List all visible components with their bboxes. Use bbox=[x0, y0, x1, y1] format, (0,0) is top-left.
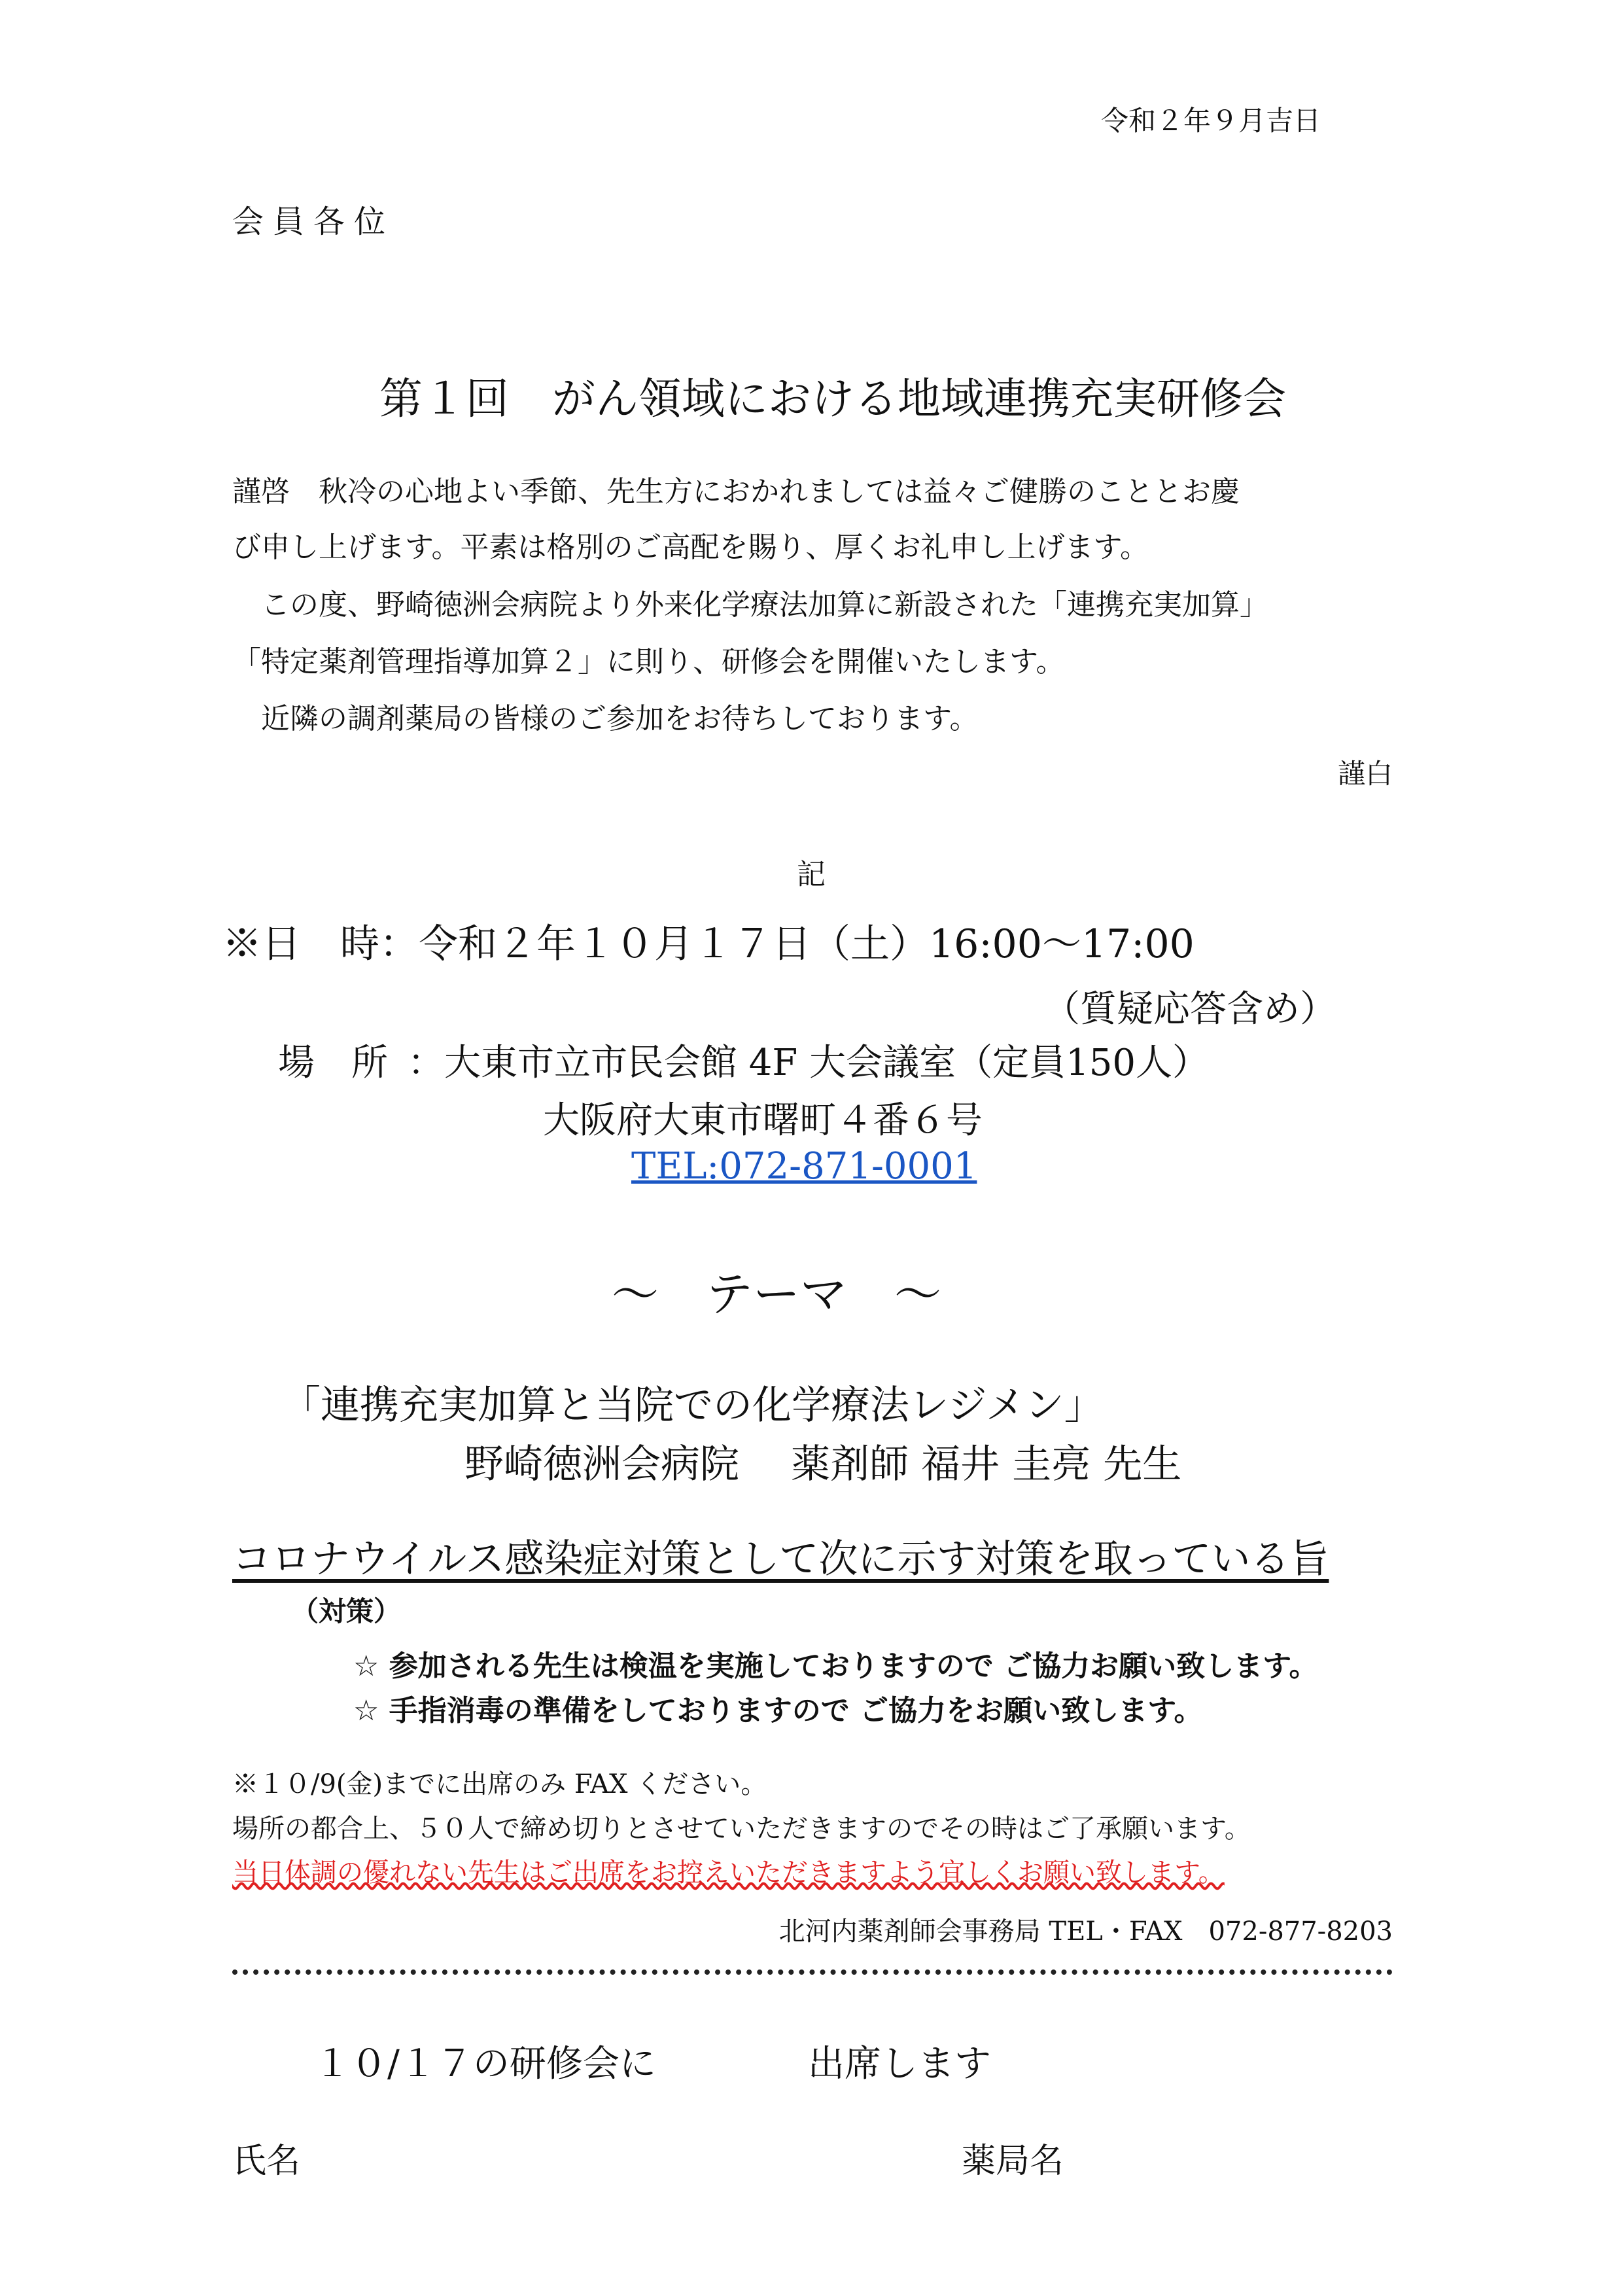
speaker: 野崎徳洲会病院 薬剤師 福井 圭亮 先生 bbox=[464, 1441, 1182, 1487]
reply-event: １０/１７の研修会に bbox=[314, 2043, 656, 2085]
datetime-note: （質疑応答含め） bbox=[1043, 988, 1336, 1031]
name-field-label: 氏名 bbox=[232, 2142, 301, 2181]
issue-date: 令和２年９月吉日 bbox=[1101, 105, 1321, 137]
place-separator: ： bbox=[408, 1042, 444, 1084]
body-line-5: 近隣の調剤薬局の皆様のご参加をお待ちしております。 bbox=[232, 702, 979, 735]
ki-marker: 記 bbox=[797, 858, 826, 891]
tel-link[interactable]: TEL:072-871-0001 bbox=[631, 1145, 977, 1188]
fax-deadline-note: ※１０/9(金)までに出席のみ FAX ください。 bbox=[232, 1769, 767, 1799]
place-row bbox=[278, 1034, 1209, 1086]
place-label: 場 所 bbox=[278, 1042, 388, 1084]
datetime-label: ※日 時： bbox=[222, 921, 419, 967]
measure-item-disinfection: ☆ 手指消毒の準備をしておりますので ご協力をお願い致します。 bbox=[353, 1694, 1203, 1727]
datetime-row bbox=[222, 913, 1195, 969]
corona-heading: コロナウイルス感染症対策として次に示す対策を取っている旨 bbox=[232, 1536, 1329, 1582]
closing-remark: 謹白 bbox=[1337, 758, 1393, 790]
capacity-note: 場所の都合上、５０人で締め切りとさせていただきますのでその時はご了承願います。 bbox=[232, 1814, 1251, 1844]
pharmacy-field-label: 薬局名 bbox=[962, 2142, 1064, 2181]
page-title: 第１回 がん領域における地域連携充実研修会 bbox=[379, 374, 1286, 424]
measures-label: （対策） bbox=[291, 1595, 402, 1627]
place-address: 大阪府大東市曙町４番６号 bbox=[543, 1099, 983, 1142]
health-warning-note: 当日体調の優れない先生はご出席をお控えいただきますよう宜しくお願い致します。 bbox=[232, 1858, 1225, 1888]
datetime-value: 令和２年１０月１７日（土）16:00～17:00 bbox=[419, 921, 1195, 967]
measure-item-temperature: ☆ 参加される先生は検温を実施しておりますので ご協力お願い致します。 bbox=[353, 1650, 1318, 1683]
body-line-1: 謹啓 秋冷の心地よい季節、先生方におかれましては益々ご健勝のこととお慶 bbox=[232, 475, 1240, 508]
body-line-4: 「特定薬剤管理指導加算２」に則り、研修会を開催いたします。 bbox=[232, 645, 1065, 679]
body-line-2: び申し上げます。平素は格別のご高配を賜り、厚くお礼申し上げます。 bbox=[232, 531, 1149, 564]
body-line-3: この度、野崎徳洲会病院より外来化学療法加算に新設された「連携充実加算」 bbox=[232, 588, 1268, 622]
addressee: 会員各位 bbox=[232, 203, 395, 240]
reply-attend: 出席します bbox=[808, 2043, 991, 2085]
theme-heading: ～ テーマ ～ bbox=[612, 1267, 942, 1322]
cut-line-divider bbox=[232, 1969, 1393, 1975]
office-contact: 北河内薬剤師会事務局 TEL・FAX 072-877-8203 bbox=[778, 1916, 1393, 1947]
lecture-title: 「連携充実加算と当院での化学療法レジメン」 bbox=[281, 1383, 1104, 1428]
place-value: 大東市立市民会館 4F 大会議室（定員150人） bbox=[444, 1042, 1209, 1084]
